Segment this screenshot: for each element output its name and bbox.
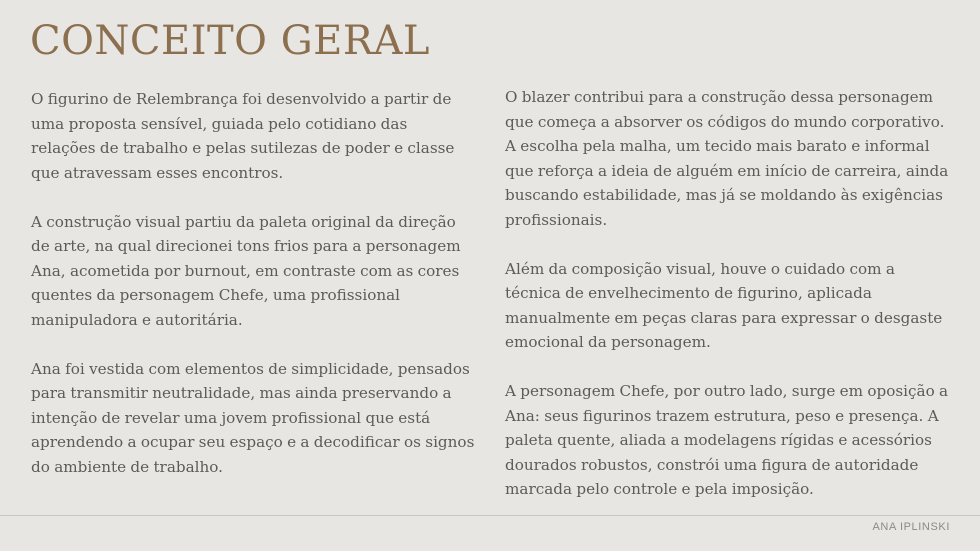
paragraph-intro: O figurino de Relembrança foi desenvolvido a partir de uma proposta sensível, guiada pelo cotidiano das relações de trabalho e pelas sutilezas de poder e classe que atravessam esses encontros. [31,90,455,182]
left-text-column [31,87,476,504]
paragraph-visual-construction: A construção visual partiu da paleta original da direção de arte, na qual direcionei tons frios para a personagem Ana, acometida por burnout, em contraste com as cores quentes da personagem Chefe, uma profissional manipuladora e autoritária. [31,212,461,329]
paragraph-aging-technique: Além da composição visual, houve o cuidado com a técnica de envelhecimento de figurino, aplicada manualmente em peças claras para expressar o desgaste emocional da personagem. [505,259,943,351]
right-text-column [505,85,950,526]
paragraph-blazer: O blazer contribui para a construção dessa personagem que começa a absorver os códigos do mundo corporativo. A escolha pela malha, um tecido mais barato e informal que reforça a ideia de alguém em início de carreira, ainda buscando estabilidade, mas já se moldando às exigências profissionais. [505,88,949,229]
footer-author-name: ANA IPLINSKI [872,521,950,533]
paragraph-ana-costume: Ana foi vestida com elementos de simplicidade, pensados para transmitir neutralidade, mas ainda preservando a intenção de revelar uma jovem profissional que está aprendendo a ocupar seu espaço e a decodificar os signos do ambiente de trabalho. [31,359,475,476]
footer-divider [0,515,980,516]
paragraph-chefe-costume: A personagem Chefe, por outro lado, surge em oposição a Ana: seus figurinos trazem estrutura, peso e presença. A paleta quente, aliada a modelagens rígidas e acessórios dourados robustos, constrói uma figura de autoridade marcada pelo controle e pela imposição. [505,382,949,498]
page-title: CONCEITO GERAL [30,18,430,64]
